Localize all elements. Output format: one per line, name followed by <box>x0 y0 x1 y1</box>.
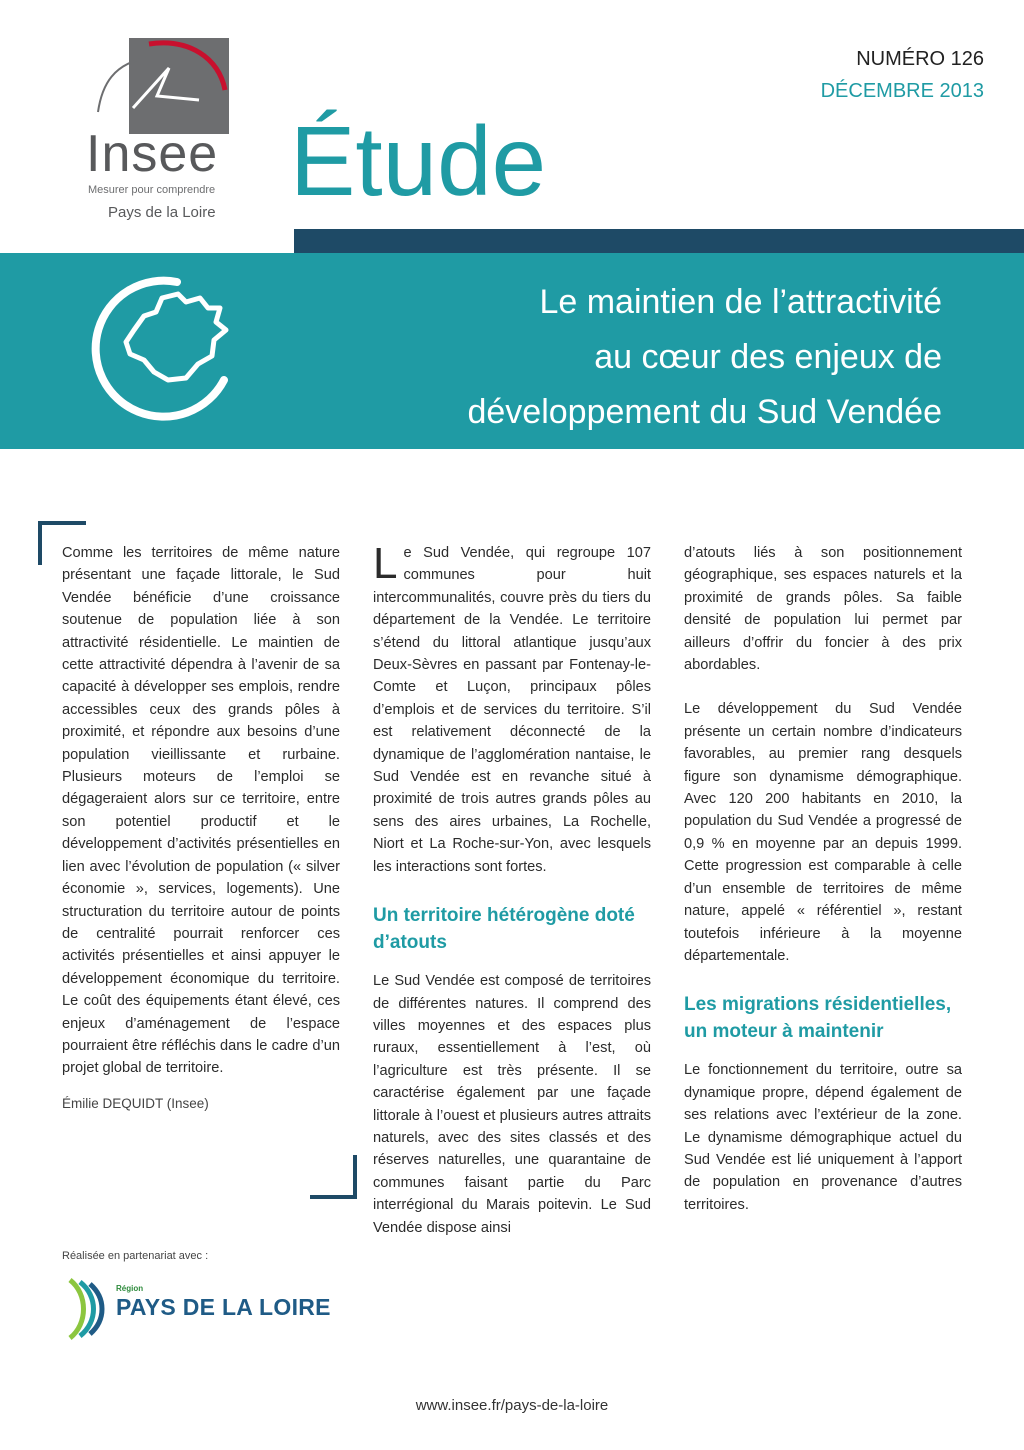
demography-paragraph: Le développement du Sud Vendée présente un certain nombre d’indicateurs favorables, au premier rang desquels figure son dynamisme démographique. Avec 120 200 habitants en 2010, la population du Sud Vendée a progressé de 0,9 % en moyenne par an depuis 1999. Cette progression est comparable à celle d’un ensemble de territoires de même nature, appelé « référentiel », restant toutefois inférieure à la moyenne départementale. <box>684 701 962 964</box>
headline <box>262 275 942 440</box>
migrations-paragraph: Le fonctionnement du territoire, outre sa dynamique propre, dépend également de ses relations avec l’extérieur de la zone. Le dynamisme démographique actuel du Sud Vendée est lié uniquement à l’apport de population en provenance d’autres territoires. <box>684 1062 962 1213</box>
section-heading-migrations: Les migrations résidentielles, un moteur à maintenir <box>684 994 952 1043</box>
author: Émilie DEQUIDT (Insee) <box>62 1095 209 1111</box>
article-column-3 <box>684 542 962 1216</box>
intro-paragraph <box>373 539 651 878</box>
summary-bracket-bottom <box>353 1155 357 1199</box>
article-column-2 <box>373 539 651 1239</box>
headline-line-2: au cœur des enjeux de <box>594 338 942 376</box>
insee-region-label: Pays de la Loire <box>108 204 216 221</box>
summary-bracket-top <box>38 521 86 525</box>
summary-text: Comme les territoires de même nature présentant une façade littorale, le Sud Vendée bénéficie d’une croissance soutenue de population liée à son attractivité résidentielle. Le maintien de cette attractivité dépendra à l’avenir de sa capacité à développer ses emplois, rendre accessibles ceux des grands pôles à proximité, et répondre aux besoins d’une population vieillissante et rurbaine. Plusieurs moteurs de l’emploi se dégageraient alors sur ce territoire, entre son potentiel productif et le développement d’activités présentielles en lien avec l’évolution de population (« silver économie », services, logements). Une structuration du territoire autour de points de centralité pourrait renforcer ces activités présentielles et ainsi appuyer le développement économique du territoire. Le coût des équipements étant élevé, ces enjeux d’aménagement de l’espace pourraient être réfléchis dans le cadre d’un projet global de territoire. <box>62 545 340 1077</box>
insee-logo-swoosh-icon <box>94 54 154 114</box>
summary-column <box>62 542 340 1111</box>
partner-name: PAYS DE LA LOIRE <box>116 1294 331 1320</box>
summary-bracket-top <box>38 521 42 565</box>
drop-cap: L <box>373 539 398 588</box>
territory-paragraph: Le Sud Vendée est composé de territoires de différentes natures. Il comprend des villes moyennes et des espaces plus ruraux, essentiellement à l’est, où l’agriculture est très présente. Il se caractérise également par une façade littorale à l’ouest et plusieurs autres attraits naturels, avec des sites classés et des réserves naturelles, une quarantaine de communes faisant partie du Parc interrégional du Marais poitevin. Le Sud Vendée dispose ainsi <box>373 973 651 1236</box>
intro-text: e Sud Vendée, qui regroupe 107 communes pour huit intercommunalités, couvre près du tiers du département de la Vendée. Le territoire s’étend du littoral atlantique jusqu’aux Deux-Sèvres en passant par Fontenay-le-Comte et Luçon, principaux pôles d’emplois et de services du territoire. S’il est relativement déconnecté de la dynamique de l’agglomération nantaise, le Sud Vendée est en revanche situé à proximité de trois autres grands pôles au sens des aires urbaines, La Rochelle, Niort et La Roche-sur-Yon, avec lesquels les interactions sont fortes. <box>373 545 651 875</box>
region-map-icon <box>82 268 242 428</box>
footer-url[interactable]: www.insee.fr/pays-de-la-loire <box>415 1397 609 1414</box>
insee-wordmark: Insee <box>86 125 219 183</box>
header-divider-bar <box>294 229 1024 253</box>
issue-date: DÉCEMBRE 2013 <box>820 80 984 102</box>
issue-number: NUMÉRO 126 <box>856 48 984 70</box>
publication-type-title: Étude <box>290 106 547 216</box>
section-heading-territory: Un territoire hétérogène doté d’atouts <box>373 905 635 954</box>
insee-tagline: Mesurer pour comprendre <box>88 184 216 196</box>
assets-paragraph: d’atouts liés à son positionnement géographique, ses espaces naturels et la proximité de grands pôles. Sa faible densité de population lui permet par ailleurs d’offrir du foncier à des prix abordables. <box>684 545 962 674</box>
summary-bracket-bottom <box>310 1195 357 1199</box>
headline-line-1: Le maintien de l’attractivité <box>539 283 942 321</box>
partner-region-small: Région <box>116 1284 144 1293</box>
partner-label: Réalisée en partenariat avec : <box>62 1250 209 1262</box>
headline-line-3: développement du Sud Vendée <box>467 393 942 431</box>
